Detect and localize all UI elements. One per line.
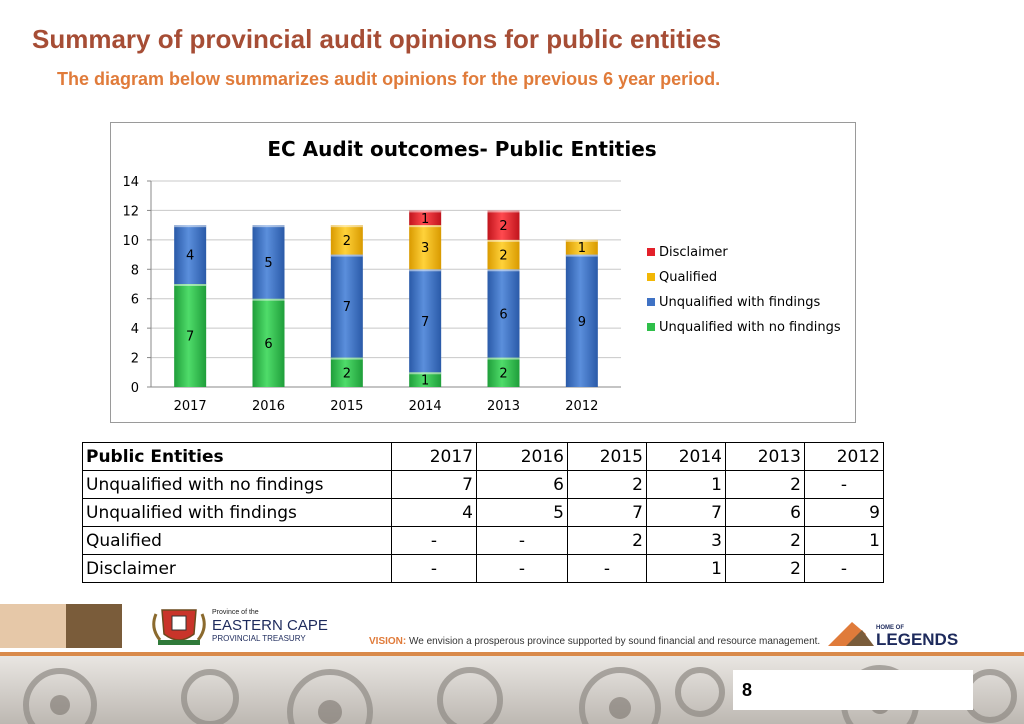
legend-label: Disclaimer	[659, 245, 728, 260]
bar-segment-highlight	[331, 255, 363, 257]
bar-value-label: 2	[342, 233, 351, 249]
table-cell: 2	[568, 471, 647, 499]
bar-segment-highlight	[488, 358, 520, 360]
bar-segment-highlight	[174, 225, 206, 227]
x-tick-label: 2012	[565, 399, 599, 414]
audit-outcomes-chart	[111, 123, 855, 422]
vision-label: VISION:	[369, 636, 407, 647]
bar-value-label: 7	[342, 300, 351, 316]
home-of-label: HOME OF	[876, 625, 904, 631]
bar-value-label: 1	[421, 211, 430, 227]
bar-segment-highlight	[174, 284, 206, 286]
bar-segment-highlight	[409, 269, 441, 271]
legend-swatch	[647, 323, 655, 331]
bar-value-label: 7	[421, 314, 430, 330]
y-tick-label: 0	[130, 381, 139, 396]
bar-value-label: 2	[499, 366, 508, 382]
y-tick-label: 12	[122, 204, 139, 220]
table-cell: 7	[392, 471, 477, 499]
table-row-label: Unqualified with no findings	[83, 471, 392, 499]
legend-swatch	[647, 298, 655, 306]
y-tick-label: 14	[122, 175, 139, 190]
y-tick-label: 4	[130, 322, 139, 338]
page-subtitle: The diagram below summarizes audit opinions for the previous 6 year period.	[57, 69, 721, 89]
table-cell: 2013	[726, 443, 805, 471]
bar-segment-highlight	[488, 210, 520, 212]
table-cell: 2017	[392, 443, 477, 471]
table-row-label: Qualified	[83, 527, 392, 555]
bar-value-label: 1	[577, 241, 586, 257]
bar-segment-highlight	[253, 299, 285, 301]
table-cell: 7	[647, 499, 726, 527]
x-tick-label: 2017	[173, 399, 207, 414]
table-cell: 2012	[805, 443, 884, 471]
table-cell: 1	[647, 471, 726, 499]
bar-segment-highlight	[331, 358, 363, 360]
bar-segment-highlight	[253, 225, 285, 227]
legend-swatch	[647, 248, 655, 256]
bar-segment-highlight	[331, 225, 363, 227]
legend-swatch	[647, 273, 655, 281]
bar-value-label: 2	[499, 219, 508, 235]
vision-text: We envision a prosperous province supported by sound financial and resource management.	[409, 636, 821, 647]
bar-value-label: 9	[577, 314, 586, 330]
bar-value-label: 7	[186, 329, 195, 345]
y-tick-label: 6	[130, 292, 139, 308]
table-cell: 2015	[568, 443, 647, 471]
table-cell: -	[568, 555, 647, 583]
chart-frame	[110, 122, 856, 423]
province-name: EASTERN CAPE	[212, 617, 328, 634]
table-row	[83, 471, 884, 499]
table-cell: 2	[726, 527, 805, 555]
table-cell: -	[805, 471, 884, 499]
bar-segment-highlight	[488, 269, 520, 271]
table-cell: -	[477, 555, 568, 583]
footer-tan-block	[0, 604, 66, 648]
bar-value-label: 5	[264, 255, 273, 271]
table-cell: -	[392, 555, 477, 583]
legend-label: Unqualified with no findings	[659, 320, 841, 335]
x-tick-label: 2016	[251, 399, 286, 414]
page-number: 8	[742, 680, 753, 700]
bar-value-label: 2	[342, 366, 351, 382]
table-cell: 2	[726, 471, 805, 499]
table-cell: 9	[805, 499, 884, 527]
table-cell: -	[392, 527, 477, 555]
table-cell: 3	[647, 527, 726, 555]
legend-label: Qualified	[659, 270, 718, 285]
table-cell: 2016	[477, 443, 568, 471]
bar-segment-highlight	[488, 240, 520, 242]
table-row	[83, 527, 884, 555]
table-cell: 6	[477, 471, 568, 499]
table-row-label: Disclaimer	[83, 555, 392, 583]
table-cell: 7	[568, 499, 647, 527]
table-cell: 6	[726, 499, 805, 527]
table-cell: -	[477, 527, 568, 555]
bar-value-label: 4	[186, 248, 195, 264]
table-row	[83, 555, 884, 583]
table-row-label: Unqualified with findings	[83, 499, 392, 527]
x-tick-label: 2013	[486, 399, 521, 414]
chart-title: EC Audit outcomes- Public Entities	[267, 137, 657, 161]
footer-brown-block	[66, 604, 122, 648]
table-cell: 1	[647, 555, 726, 583]
table-cell: 2	[726, 555, 805, 583]
bar-value-label: 3	[421, 241, 430, 257]
department-name: PROVINCIAL TREASURY	[212, 634, 306, 643]
bar-value-label: 2	[499, 248, 508, 264]
table-row-label: Public Entities	[83, 443, 392, 471]
bar-value-label: 1	[421, 373, 430, 389]
table-cell: 1	[805, 527, 884, 555]
table-cell: -	[805, 555, 884, 583]
table-row	[83, 499, 884, 527]
province-small-label: Province of the	[212, 609, 259, 616]
y-tick-label: 8	[130, 263, 139, 279]
audit-data-table	[82, 442, 884, 583]
table-cell: 2	[568, 527, 647, 555]
y-tick-label: 2	[130, 351, 139, 367]
x-tick-label: 2015	[330, 399, 364, 414]
bar-value-label: 6	[499, 307, 508, 323]
legends-label: LEGENDS	[876, 630, 959, 649]
table-cell: 4	[392, 499, 477, 527]
table-cell: 2014	[647, 443, 726, 471]
x-tick-label: 2014	[408, 399, 442, 414]
table-header-row	[83, 443, 884, 471]
legend-label: Unqualified with findings	[659, 295, 821, 310]
bar-value-label: 6	[264, 336, 273, 352]
page-title: Summary of provincial audit opinions for public entities	[32, 24, 722, 54]
page-number-box	[733, 670, 973, 710]
y-tick-label: 10	[122, 233, 139, 249]
vision-statement	[369, 636, 820, 647]
table-cell: 5	[477, 499, 568, 527]
